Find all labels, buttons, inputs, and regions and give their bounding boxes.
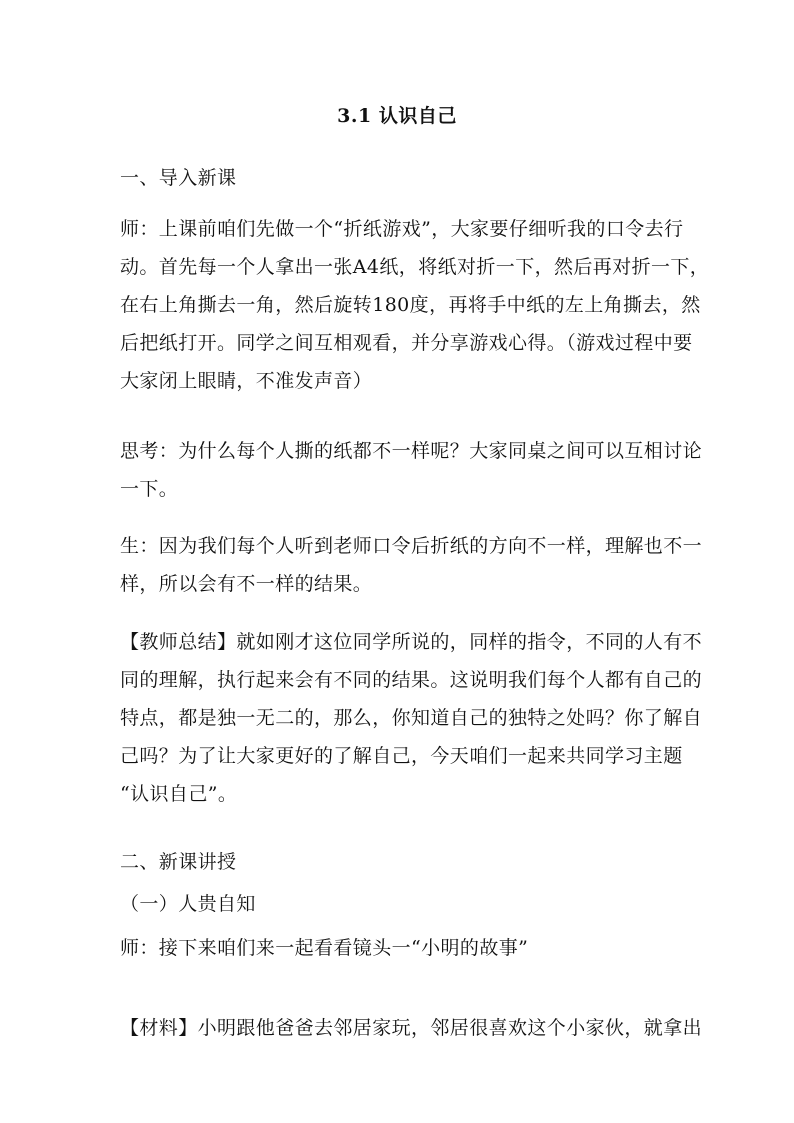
paragraph-line: 生：因为我们每个人听到老师口令后折纸的方向不一样，理解也不一 [120, 535, 703, 557]
paragraph-line: 同的理解，执行起来会有不同的结果。这说明我们每个人都有自己的 [120, 669, 703, 691]
paragraph-teacher-intro [120, 210, 710, 400]
paragraph-teacher-summary [120, 623, 703, 813]
paragraph-line: 样，所以会有不一样的结果。 [120, 573, 373, 595]
section-heading-new-lesson [120, 843, 680, 881]
paragraph-line: 【材料】小明跟他爸爸去邻居家玩，邻居很喜欢这个小家伙，就拿出 [120, 1017, 703, 1039]
document-title: 3.1 认识自己 [337, 105, 457, 127]
paragraph-line: 特点，都是独一无二的，那么，你知道自己的独特之处吗？你了解自 [120, 707, 703, 729]
section-heading-text: 二、新课讲授 [120, 851, 237, 873]
paragraph-line: 动。首先每一个人拿出一张A4纸，将纸对折一下，然后再对折一下， [120, 256, 710, 278]
paragraph-line: “认识自己”。 [120, 783, 238, 805]
paragraph-line: 己吗？为了让大家更好的了解自己，今天咱们一起来共同学习主题 [120, 745, 683, 767]
paragraph-student [120, 527, 703, 603]
subsection-heading-text: （一）人贵自知 [120, 893, 256, 915]
paragraph-line: 【教师总结】就如刚才这位同学所说的，同样的指令，不同的人有不 [120, 631, 703, 653]
paragraph-think [120, 432, 703, 508]
paragraph-line: 后把纸打开。同学之间互相观看，并分享游戏心得。（游戏过程中要 [120, 332, 693, 354]
paragraph-line: 一下。 [120, 478, 179, 500]
section-heading-text: 一、导入新课 [120, 167, 237, 189]
paragraph-teacher-story [120, 929, 680, 967]
paragraph-line: 师：接下来咱们来一起看看镜头一“小明的故事” [120, 937, 529, 959]
subsection-heading [120, 885, 680, 923]
paragraph-line: 师：上课前咱们先做一个“折纸游戏”，大家要仔细听我的口令去行 [120, 218, 684, 240]
paragraph-line: 大家闭上眼睛，不准发声音） [120, 370, 373, 392]
paragraph-material [120, 1009, 703, 1047]
paragraph-line: 思考：为什么每个人撕的纸都不一样呢？大家同桌之间可以互相讨论 [120, 440, 703, 462]
section-heading-intro [120, 159, 680, 197]
paragraph-line: 在右上角撕去一角，然后旋转180度，再将手中纸的左上角撕去，然 [120, 294, 701, 316]
